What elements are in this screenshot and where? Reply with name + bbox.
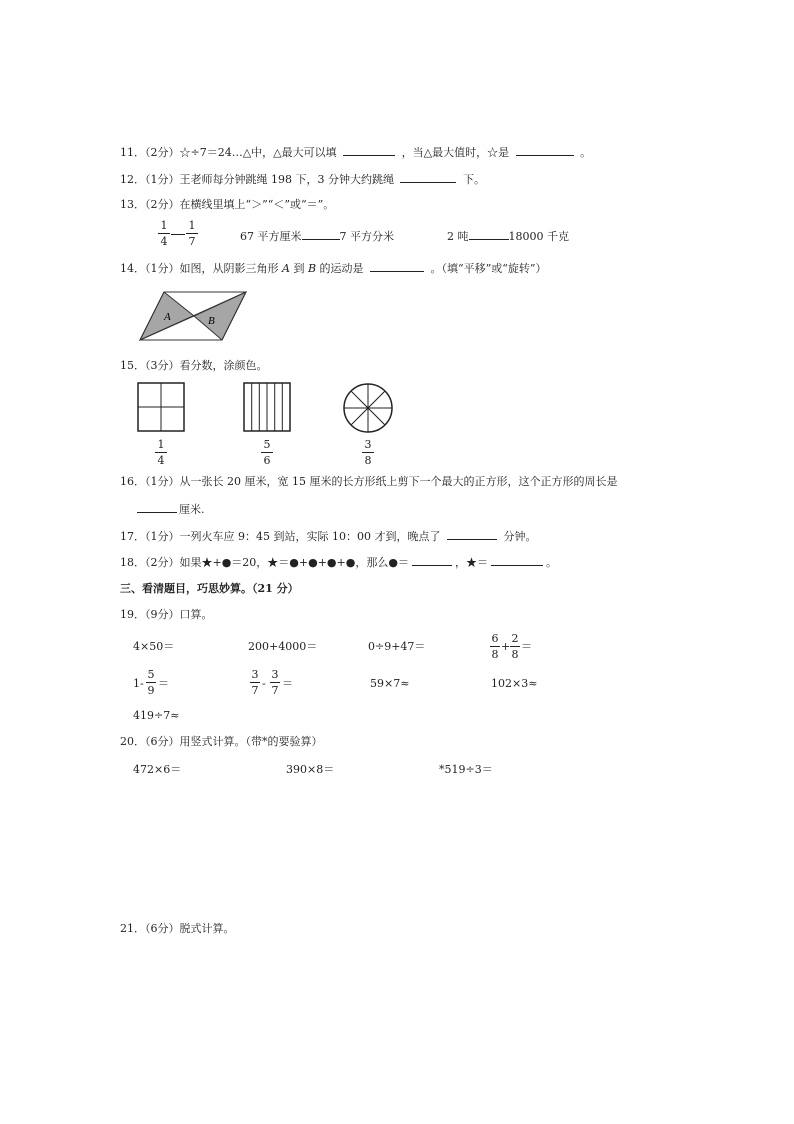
q15-fraction-3 (362, 438, 374, 467)
question-16-continued (137, 502, 205, 517)
fraction-denominator: 7 (251, 684, 259, 697)
q13-item3-a: 2 吨 (447, 230, 469, 243)
q19-r1c4-eq: ＝ (521, 640, 532, 653)
fraction-denominator: 6 (263, 454, 271, 467)
q13-item3-b: 18000 千克 (508, 230, 569, 243)
q19-r1c1: 4×50＝ (133, 640, 175, 653)
q12-text-b: 下。 (462, 173, 485, 186)
q14-text-a: 14．（1分）如图，从阴影三角形 (120, 262, 279, 275)
q18-blank-1[interactable] (412, 555, 452, 566)
q19-r2c1-frac (146, 668, 156, 697)
q17-blank[interactable] (447, 529, 497, 540)
q19-r2c2-frac-2 (270, 668, 280, 697)
q13-blank-3[interactable] (469, 229, 509, 240)
question-14 (120, 261, 547, 276)
q13-blank-2[interactable] (302, 229, 340, 240)
fraction-numerator: 1 (157, 438, 165, 451)
triangle-a-label: A (164, 311, 171, 323)
fraction-numerator: 3 (271, 668, 279, 681)
q20-item-3: *519÷3＝ (439, 763, 493, 776)
q19-r1c4-frac-1 (490, 632, 500, 661)
fraction-numerator: 5 (263, 438, 271, 451)
q13-item2-a: 67 平方厘米 (240, 230, 302, 243)
q18-text-c: 。 (545, 556, 557, 569)
fraction-bar (490, 646, 500, 647)
q13-item-2 (240, 229, 394, 244)
q13-fraction-left (158, 219, 170, 248)
question-13-stem: 13．（2分）在横线里填上“＞”“＜”或“＝”。 (120, 198, 335, 211)
q15-rectangle-sixths[interactable] (243, 382, 291, 432)
q15-square-quarters[interactable] (137, 382, 185, 432)
fraction-bar (261, 452, 273, 453)
fraction-numerator: 3 (251, 668, 259, 681)
q14-text-b: 到 (293, 262, 305, 275)
fraction-bar (155, 452, 167, 453)
q11-text-c: 。 (580, 146, 592, 159)
q14-label-a: A (282, 262, 290, 275)
q12-text-a: 12．（1分）王老师每分钟跳绳 198 下，3 分钟大约跳绳 (120, 173, 394, 186)
fraction-numerator: 1 (160, 219, 168, 232)
q20-item-1: 472×6＝ (133, 763, 182, 776)
q14-blank[interactable] (370, 261, 424, 272)
q19-r2c4: 102×3≈ (491, 677, 538, 690)
q16-blank[interactable] (137, 502, 177, 513)
fraction-denominator: 8 (511, 648, 519, 661)
fraction-bar (510, 646, 520, 647)
q11-text-b: ，当△最大值时，☆是 (401, 146, 510, 159)
q17-text-b: 分钟。 (503, 530, 537, 543)
fraction-numerator: 3 (364, 438, 372, 451)
q16-text-b: 厘米. (179, 503, 205, 516)
fraction-numerator: 5 (147, 668, 155, 681)
fraction-bar (250, 682, 260, 683)
fraction-bar (362, 452, 374, 453)
fraction-denominator: 8 (491, 648, 499, 661)
fraction-bar (158, 233, 170, 234)
q19-r1c2: 200+4000＝ (248, 640, 318, 653)
q18-text-a: 18．（2分）如果★+●＝20，★＝●+●+●+●，那么●＝ (120, 556, 409, 569)
q15-circle-eighths[interactable] (342, 382, 394, 434)
q12-blank[interactable] (400, 172, 456, 183)
fraction-bar (270, 682, 280, 683)
q19-r2c1-eq: ＝ (158, 677, 169, 690)
question-20-stem: 20．（6分）用竖式计算。（带*的要验算） (120, 735, 323, 748)
q20-item-2: 390×8＝ (286, 763, 335, 776)
q13-item2-b: 7 平方分米 (339, 230, 394, 243)
fraction-denominator: 9 (147, 684, 155, 697)
q18-blank-2[interactable] (491, 555, 543, 566)
fraction-denominator: 4 (157, 454, 165, 467)
q19-r2c3: 59×7≈ (370, 677, 410, 690)
question-11 (120, 145, 591, 160)
fraction-denominator: 7 (188, 235, 196, 248)
fraction-bar (186, 233, 198, 234)
q15-fraction-2 (261, 438, 273, 467)
question-16: 16．（1分）从一张长 20 厘米，宽 15 厘米的长方形纸上剪下一个最大的正方形，这个正方形的周长是 (120, 475, 618, 488)
q19-r1c4-op: + (501, 640, 511, 653)
q19-r2c2-frac-1 (250, 668, 260, 697)
triangle-b-label: B (208, 315, 215, 327)
q17-text-a: 17．（1分）一列火车应 9：45 到站，实际 10：00 才到，晚点了 (120, 530, 441, 543)
fraction-numerator: 2 (511, 632, 519, 645)
q18-text-b: ，★＝ (454, 556, 488, 569)
fraction-denominator: 8 (364, 454, 372, 467)
q14-text-d: 。（填“平移”或“旋转”） (430, 262, 547, 275)
fraction-numerator: 1 (188, 219, 196, 232)
fraction-denominator: 4 (160, 235, 168, 248)
q11-blank-1[interactable] (343, 145, 395, 156)
q19-r2c2-op: - (262, 677, 266, 690)
q14-label-b: B (307, 262, 317, 275)
triangle-b-shaded (194, 292, 246, 340)
question-18 (120, 555, 557, 570)
question-15-stem: 15．（3分）看分数，涂颜色。 (120, 359, 268, 372)
q13-fraction-right (186, 219, 198, 248)
section-3-heading: 三、看清题目，巧思妙算。（21 分） (120, 582, 299, 595)
q14-parallelogram-figure (138, 290, 248, 342)
question-17 (120, 529, 536, 544)
q13-item-3 (447, 229, 569, 244)
q14-text-c: 的运动是 (319, 262, 364, 275)
q11-text-a: 11．（2分）☆÷7＝24…△中，△最大可以填 (120, 146, 337, 159)
q15-fraction-1 (155, 438, 167, 467)
q13-blank-1[interactable] (171, 234, 185, 235)
question-19-stem: 19．（9分）口算。 (120, 608, 213, 621)
q19-r2c2-eq: ＝ (282, 677, 293, 690)
fraction-denominator: 7 (271, 684, 279, 697)
fraction-numerator: 6 (491, 632, 499, 645)
question-21-stem: 21．（6分）脱式计算。 (120, 922, 235, 935)
q19-r2c1-pre: 1- (133, 677, 144, 690)
q19-r1c4-frac-2 (510, 632, 520, 661)
q19-r1c3: 0÷9+47＝ (368, 640, 426, 653)
question-12 (120, 172, 485, 187)
q19-r3c1: 419÷7≈ (133, 709, 180, 722)
q11-blank-2[interactable] (516, 145, 574, 156)
fraction-bar (146, 682, 156, 683)
